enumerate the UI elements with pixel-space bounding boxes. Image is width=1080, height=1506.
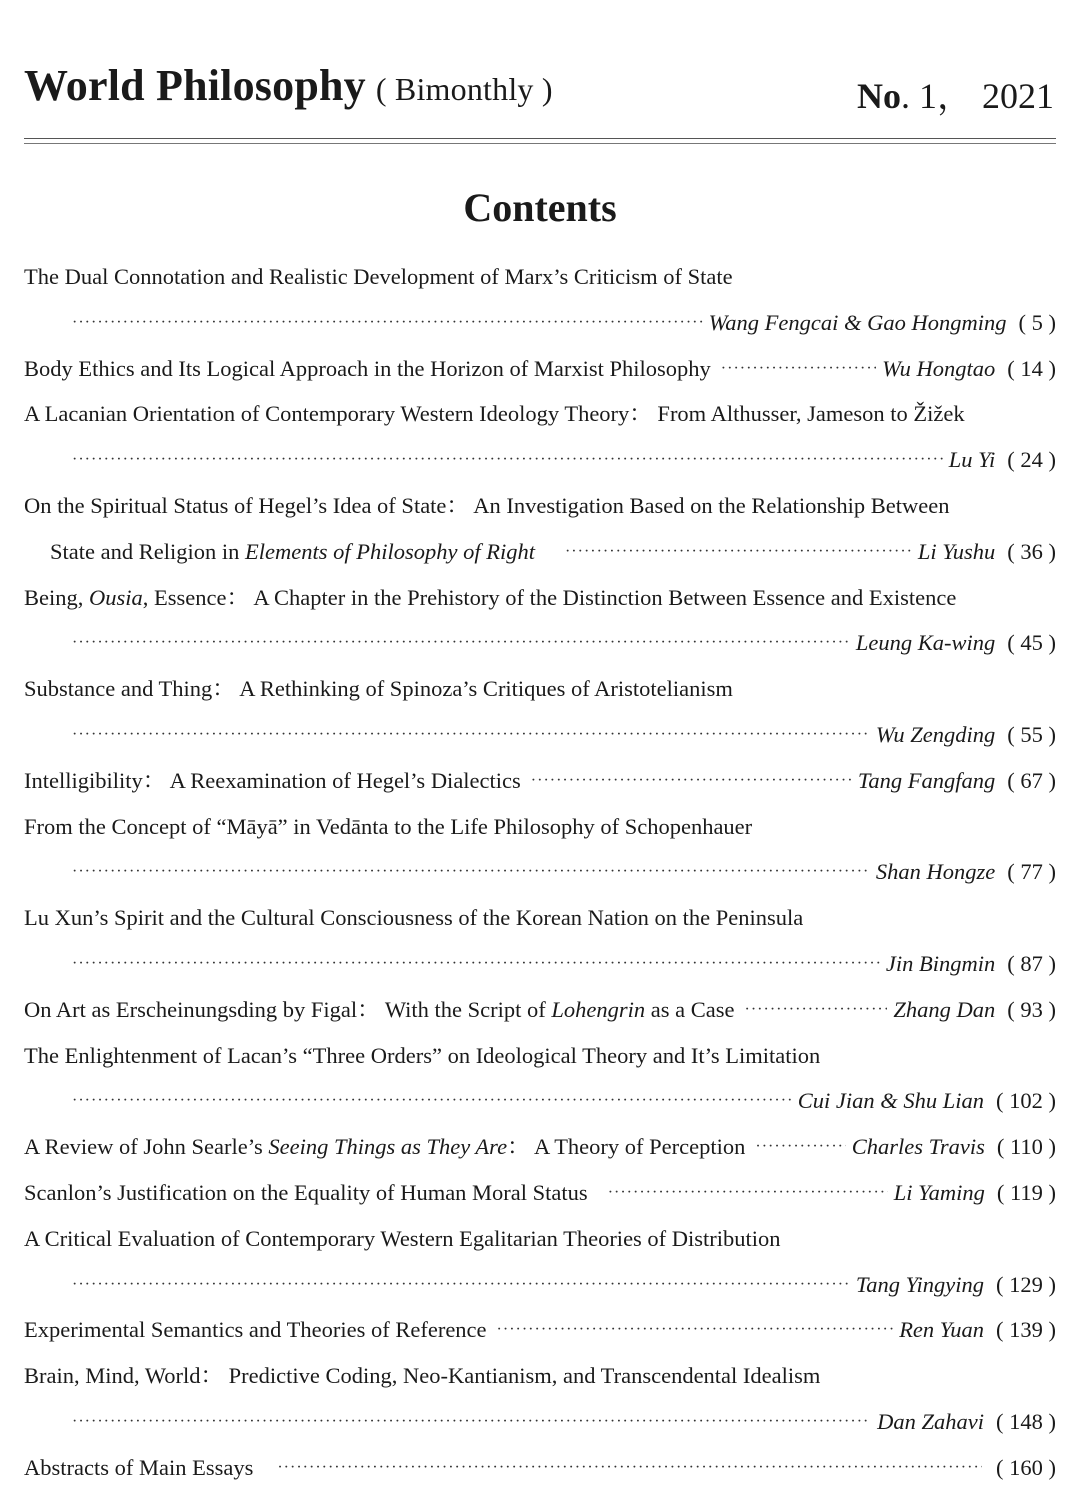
entry-title-text: Intelligibility： A Reexamination of Hegel’s Dialectics (24, 767, 521, 793)
table-of-contents (24, 254, 1056, 1491)
entry-author: Shan Hongze (875, 859, 996, 885)
toc-entry-leader (24, 941, 1056, 987)
entry-author: Li Yaming (893, 1179, 985, 1205)
entry-title-text: Lu Xun’s Spirit and the Cultural Consciousness of the Korean Nation on the Peninsula (24, 905, 804, 931)
entry-title-text (24, 987, 735, 1033)
toc-entry-title (24, 254, 1056, 300)
entry-title-text: Abstracts of Main Essays (24, 1454, 254, 1480)
dot-leader (497, 1307, 894, 1353)
entry-author: Ren Yuan (899, 1317, 984, 1343)
journal-header (24, 60, 1054, 120)
dot-leader (72, 1262, 850, 1308)
header-rule-thin (24, 143, 1056, 144)
toc-entry-title (24, 895, 1056, 941)
toc-entry (24, 529, 1056, 575)
dot-leader (72, 437, 943, 483)
toc-entry-title (24, 1033, 1056, 1079)
entry-title-italic: Seeing Things as They Are (268, 1134, 508, 1160)
entry-title-text (24, 1124, 745, 1170)
toc-entry-title (24, 1216, 1056, 1262)
entry-title-italic: Lohengrin (551, 996, 646, 1022)
dot-leader (755, 1124, 845, 1170)
entry-title-text: Scanlon’s Justification on the Equality of Human Moral Status (24, 1179, 588, 1205)
toc-entry-leader (24, 1399, 1056, 1445)
journal-frequency: ( Bimonthly ) (375, 71, 553, 107)
journal-title (24, 60, 553, 111)
entry-title-text: The Dual Connotation and Realistic Development of Marx’s Criticism of State (24, 264, 733, 289)
toc-entry (24, 1124, 1056, 1170)
toc-entry (24, 1445, 1056, 1491)
entry-title-text: On the Spiritual Status of Hegel’s Idea of State： An Investigation Based on the Relationship Between (24, 492, 950, 518)
entry-page: ( 87 ) (1007, 950, 1056, 976)
toc-entry (24, 1307, 1056, 1353)
entry-page: ( 110 ) (996, 1134, 1056, 1160)
entry-title-italic: Elements of Philosophy of Right (244, 538, 535, 564)
issue-rest: . 1， 2021 (900, 76, 1054, 116)
dot-leader (72, 300, 703, 346)
dot-leader (72, 620, 850, 666)
entry-author: Li Yushu (917, 538, 996, 564)
toc-entry (24, 987, 1056, 1033)
toc-entry-title (24, 666, 1056, 712)
entry-page: ( 5 ) (1018, 309, 1056, 335)
entry-title-text: Substance and Thing： A Rethinking of Spinoza’s Critiques of Aristotelianism (24, 676, 733, 702)
entry-title-text (50, 529, 535, 575)
toc-entry-leader (24, 437, 1056, 483)
entry-page: ( 14 ) (1007, 355, 1056, 381)
header-rule (24, 138, 1056, 139)
entry-page: ( 77 ) (1007, 859, 1056, 885)
entry-author: Dan Zahavi (877, 1408, 984, 1434)
entry-title-text: A Critical Evaluation of Contemporary Western Egalitarian Theories of Distribution (24, 1225, 781, 1251)
entry-page: ( 119 ) (996, 1179, 1056, 1205)
entry-title-part: as a Case (645, 996, 735, 1022)
journal-name: World Philosophy (24, 61, 366, 110)
dot-leader (565, 529, 912, 575)
entry-page: ( 93 ) (1007, 996, 1056, 1022)
toc-entry (24, 1170, 1056, 1216)
entry-page: ( 139 ) (996, 1317, 1056, 1343)
dot-leader (72, 941, 880, 987)
dot-leader (72, 712, 870, 758)
dot-leader (531, 758, 852, 804)
dot-leader (72, 1399, 871, 1445)
toc-entry (24, 346, 1056, 392)
dot-leader (72, 849, 870, 895)
entry-page: ( 129 ) (996, 1271, 1056, 1297)
entry-author: Tang Yingying (855, 1271, 984, 1297)
toc-entry-title (24, 804, 1056, 850)
entry-title-text: Brain, Mind, World： Predictive Coding, Neo-Kantianism, and Transcendental Idealism (24, 1363, 821, 1389)
entry-title-part: On Art as Erscheinungsding by Figal： With the Script of (24, 996, 552, 1022)
entry-title-italic: Ousia (89, 584, 143, 610)
entry-page: ( 67 ) (1007, 767, 1056, 793)
entry-page: ( 24 ) (1007, 447, 1056, 473)
entry-author: Leung Ka-wing (855, 630, 996, 656)
entry-author: Lu Yi (948, 447, 996, 473)
entry-author: Zhang Dan (893, 996, 996, 1022)
toc-entry-leader (24, 300, 1056, 346)
issue-number (857, 68, 1054, 119)
toc-entry-title (24, 483, 1056, 529)
entry-title-text: Body Ethics and Its Logical Approach in the Horizon of Marxist Philosophy (24, 355, 711, 381)
entry-title-part: A Review of John Searle’s (24, 1134, 269, 1160)
toc-entry-leader (24, 849, 1056, 895)
entry-title-part: , Essence： A Chapter in the Prehistory of the Distinction Between Essence and Existence (142, 584, 957, 610)
entry-title-part: Being, (24, 584, 89, 610)
dot-leader (277, 1445, 982, 1491)
entry-page: ( 45 ) (1007, 630, 1056, 656)
entry-author: Wu Hongtao (882, 355, 996, 381)
toc-entry-leader (24, 712, 1056, 758)
dot-leader (745, 987, 888, 1033)
entry-title-part: State and Religion in (50, 538, 245, 564)
toc-entry-title (24, 1353, 1056, 1399)
entry-title-text: From the Concept of “Māyā” in Vedānta to the Life Philosophy of Schopenhauer (24, 813, 753, 839)
toc-entry-leader (24, 1078, 1056, 1124)
dot-leader (72, 1078, 792, 1124)
toc-entry-title (24, 575, 1056, 621)
entry-page: ( 102 ) (996, 1088, 1056, 1114)
entry-author: Tang Fangfang (857, 767, 996, 793)
toc-entry-title (24, 391, 1056, 437)
entry-author: Wu Zengding (875, 721, 996, 747)
entry-page: ( 36 ) (1007, 538, 1056, 564)
entry-author: Wang Fengcai & Gao Hongming (708, 309, 1007, 335)
toc-entry-leader (24, 620, 1056, 666)
entry-title-text: Experimental Semantics and Theories of Reference (24, 1317, 487, 1343)
dot-leader (721, 346, 876, 392)
entry-page: ( 55 ) (1007, 721, 1056, 747)
entry-author: Charles Travis (851, 1134, 985, 1160)
contents-title: Contents (463, 185, 617, 230)
entry-title-part: ： A Theory of Perception (507, 1134, 746, 1160)
entry-author: Jin Bingmin (885, 950, 996, 976)
entry-author: Cui Jian & Shu Lian (797, 1088, 984, 1114)
issue-no-label: No (856, 76, 901, 116)
entry-title-text: A Lacanian Orientation of Contemporary Western Ideology Theory： From Althusser, Jameson to Žižek (24, 401, 965, 427)
entry-page: ( 148 ) (996, 1408, 1056, 1434)
dot-leader (608, 1170, 888, 1216)
entry-page: ( 160 ) (996, 1454, 1056, 1480)
entry-title-text: The Enlightenment of Lacan’s “Three Orders” on Ideological Theory and It’s Limitation (24, 1042, 821, 1068)
toc-entry (24, 758, 1056, 804)
toc-entry-leader (24, 1262, 1056, 1308)
